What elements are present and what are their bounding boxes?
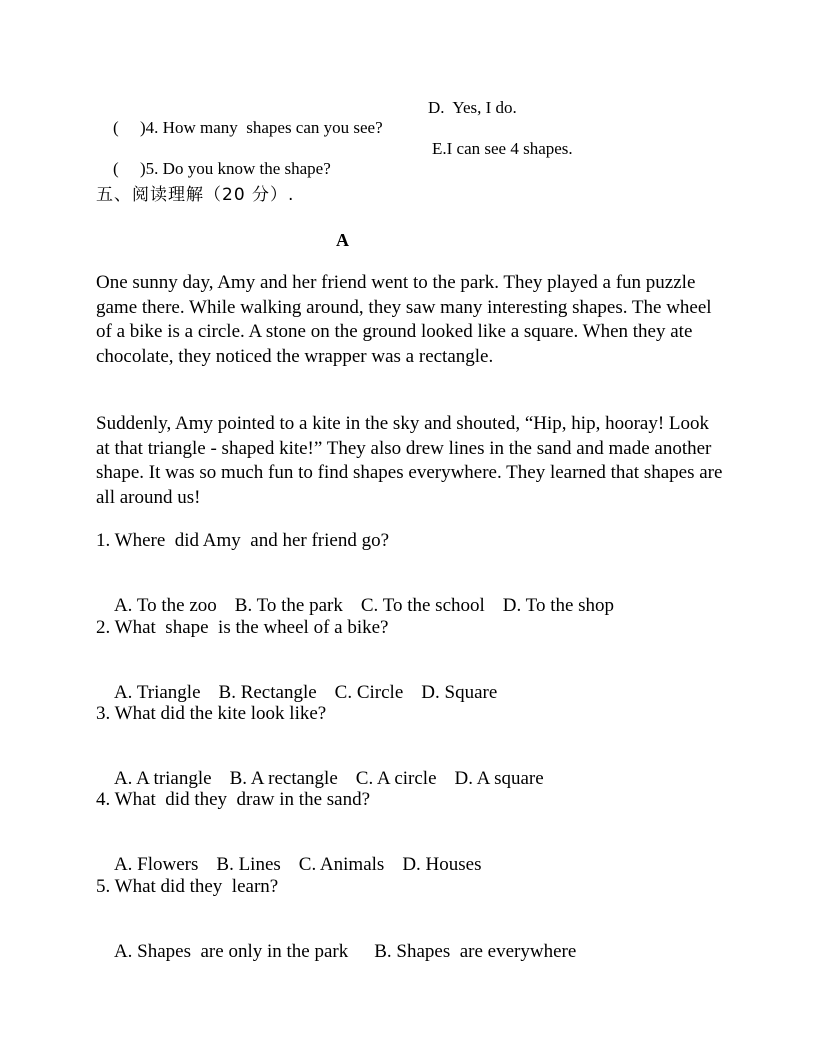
option: D. Houses xyxy=(402,854,482,875)
option: A. Shapes are only in the park xyxy=(113,941,349,962)
option: D. To the shop xyxy=(502,595,615,616)
option: C. Circle xyxy=(334,682,404,703)
matching-answer: E.I can see 4 shapes. xyxy=(432,139,573,158)
option: B. Shapes are everywhere xyxy=(374,941,577,962)
question-options xyxy=(96,919,594,985)
option: C. To the school xyxy=(360,595,485,616)
matching-question: )4. How many shapes can you see? xyxy=(140,118,383,137)
option: A. Flowers xyxy=(113,854,199,875)
matching-item-5 xyxy=(96,139,573,219)
section-heading: 五、阅读理解（20 分）. xyxy=(96,185,295,205)
option: C. Animals xyxy=(298,854,385,875)
question-stem: 4. What did they draw in the sand? xyxy=(96,789,371,810)
option: A. A triangle xyxy=(113,768,212,789)
question-stem: 5. What did they learn? xyxy=(96,876,279,897)
question-stem: 2. What shape is the wheel of a bike? xyxy=(96,617,389,638)
matching-answer: D. Yes, I do. xyxy=(428,98,517,117)
option: B. To the park xyxy=(234,595,343,616)
option: A. Triangle xyxy=(113,682,201,703)
answer-blank: ( xyxy=(113,159,119,178)
passage-title: A xyxy=(336,230,349,250)
option: D. Square xyxy=(421,682,498,703)
option: A. To the zoo xyxy=(113,595,217,616)
worksheet-page xyxy=(96,0,736,1056)
question-stem: 1. Where did Amy and her friend go? xyxy=(96,530,390,551)
passage-paragraph: One sunny day, Amy and her friend went to the park. They played a fun puzzle game there. While walking around, they saw many interesting shapes. The wheel of a bike is a circle. A stone on the ground looked like a square. When they ate chocolate, they noticed the wrapper was a rectangle. xyxy=(96,272,712,367)
answer-blank: ( xyxy=(113,118,119,137)
matching-question: )5. Do you know the shape? xyxy=(140,159,331,178)
passage-paragraph: Suddenly, Amy pointed to a kite in the sky and shouted, “Hip, hip, hooray! Look at that triangle - shaped kite!” They also drew lines in the sand and made another shape. It was so much fun to find shapes everywhere. They learned that shapes are all around us! xyxy=(96,413,723,508)
question-stem: 3. What did the kite look like? xyxy=(96,703,327,724)
option: C. A circle xyxy=(355,768,437,789)
option: B. Rectangle xyxy=(218,682,317,703)
option: B. A rectangle xyxy=(229,768,338,789)
option: B. Lines xyxy=(216,854,281,875)
option: D. A square xyxy=(454,768,544,789)
